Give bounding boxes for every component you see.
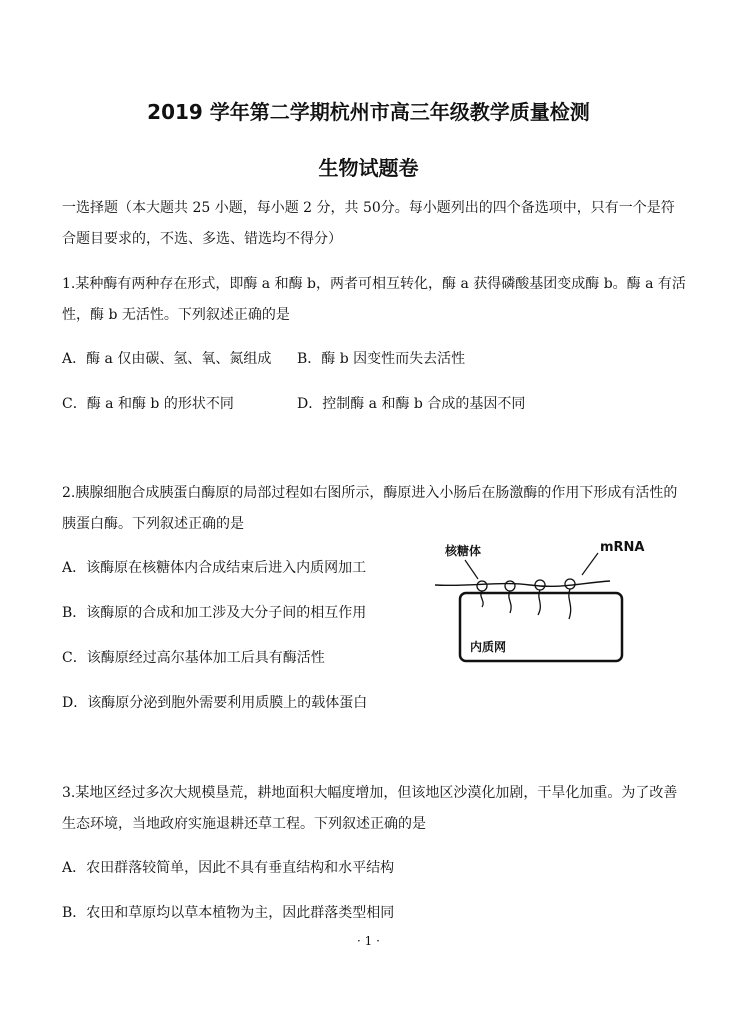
q3-stem-line-1: 3.某地区经过多次大规模垦荒，耕地面积大幅度增加，但该地区沙漠化加剧，干旱化加重。为了改善: [62, 785, 678, 801]
page-number: · 1 ·: [357, 934, 380, 948]
ribosome-2: [505, 581, 515, 591]
exam-title: 2019 学年第二学期杭州市高三年级教学质量检测: [147, 100, 590, 124]
q2-stem-line-1: 2.胰腺细胞合成胰蛋白酶原的局部过程如右图所示，酶原进入小肠后在肠激酶的作用下形成有活性的: [62, 485, 678, 501]
q1-stem-line-1: 1.某种酶有两种存在形式，即酶 a 和酶 b，两者可相互转化，酶 a 获得磷酸基团变成酶 b。酶 a 有活: [62, 276, 686, 292]
ribosome-pointer-line: [465, 560, 478, 579]
q1-option-c: C．酶 a 和酶 b 的形状不同: [62, 396, 234, 412]
q2-stem-line-2: 胰蛋白酶。下列叙述正确的是: [62, 516, 244, 532]
q1-option-d: D．控制酶 a 和酶 b 合成的基因不同: [297, 396, 526, 412]
q1-option-b: B．酶 b 因变性而失去活性: [297, 351, 466, 367]
q1-option-a: A．酶 a 仅由碳、氢、氧、氮组成: [62, 351, 272, 367]
q2-option-b: B．该酶原的合成和加工涉及大分子间的相互作用: [62, 605, 367, 621]
q3-option-b: B．农田和草原均以草本植物为主，因此群落类型相同: [62, 905, 395, 921]
mrna-pointer-line: [582, 553, 598, 575]
mrna-label: mRNA: [600, 540, 645, 555]
ribosome-er-diagram: [430, 535, 680, 665]
instructions-line-2: 合题目要求的，不选、多选、错选均不得分）: [62, 231, 342, 247]
ribosome-4: [565, 579, 575, 589]
q1-stem-line-2: 性，酶 b 无活性。下列叙述正确的是: [62, 307, 290, 323]
ribosome-label: 核糖体: [445, 544, 482, 558]
q3-stem-line-2: 生态环境，当地政府实施退耕还草工程。下列叙述正确的是: [62, 816, 426, 832]
exam-subtitle: 生物试题卷: [318, 156, 419, 180]
q2-option-a: A．该酶原在核糖体内合成结束后进入内质网加工: [62, 560, 367, 576]
er-label: 内质网: [470, 640, 507, 654]
mrna-strand: [435, 581, 610, 586]
q2-option-c: C．该酶原经过高尔基体加工后具有酶活性: [62, 650, 325, 666]
ribosome-1: [477, 581, 487, 591]
peptide-chain-2: [509, 591, 511, 613]
ribosome-3: [535, 580, 545, 590]
instructions-line-1: 一选择题（本大题共 25 小题，每小题 2 分，共 50分。每小题列出的四个备选项中，只有一个是符: [62, 200, 675, 216]
q3-option-a: A．农田群落较简单，因此不具有垂直结构和水平结构: [62, 860, 395, 876]
q2-option-d: D．该酶原分泌到胞外需要利用质膜上的载体蛋白: [62, 695, 368, 711]
